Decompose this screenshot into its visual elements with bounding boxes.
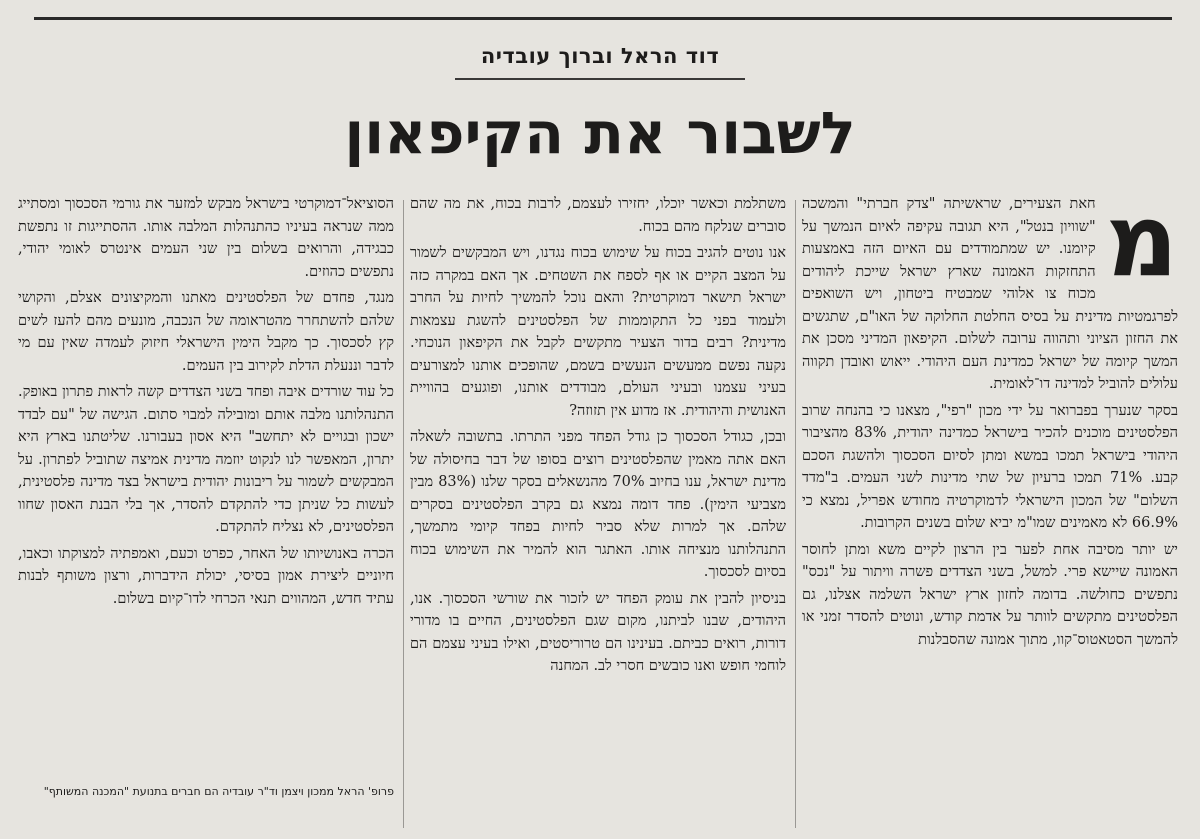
column-divider [403,200,404,828]
paragraph: אנו נוטים להגיב בכוח על שימוש בכוח נגדנו, ויש המבקשים לשמור על המצב הקיים או אף לספח את השטחים. אך האם במקרה כזה ישראל תישאר דמוקרטית? והאם נוכל להמשיך לחיות על החרב ולעמוד בפני כל התקוממות של הפלסטינים להשגת עצמאות מדינית? רבים בדור הצעיר מתקשים לקבל את הקיפאון הנוכחי. נקעה נפשם ממעשים הנעשים בשמם, שהופכים אותנו למצורעים בעיני עצמנו ובעיני העולם, מבודדים אותנו, ופוגעים בהוויית האנושית והיהודית. אז מדוע אין תזוזה? [410,245,786,419]
paragraph: מנגד, פחדם של הפלסטינים מאתנו והמקיצונים אצלם, והקושי שלהם להשתחרר מהטראומה של הנכבה, מונעים מהם להעז לשים קץ לסכסוך. כך מקבל הימין הישראלי חיזוק לעמדה שאין עם מי לדבר וננעלת הדלת לקירוב בין העמים. [18,290,394,374]
paragraph: ובכן, כגודל הסכסוך כן גודל הפחד מפני התרתו. בתשובה לשאלה האם אתה מאמין שהפלסטינים רוצים בסופו של דבר בחיסולה של מדינת ישראל, ענו בחיוב 70% מהנשאלים בסקר שלנו (83% מבין מצביעי הימין). פחד דומה נמצא גם בקרב הפלסטינים בסקרים שלהם. אך למרות שלא סביר לחיות בפחד קיומי מתמשך, התנהלותנו מנציחה אותו. האתגר הוא להמיר את השימוש בכוח בסיום לסכסוך. [410,429,786,580]
column-divider [795,200,796,828]
byline-rule [455,78,745,80]
byline: דוד הראל וברוך עובדיה [480,44,720,68]
column-3 [18,193,394,773]
headline: לשבור את הקיפאון [344,99,856,167]
column-1 [802,193,1178,833]
paragraph: כל עוד שורדים איבה ופחד בשני הצדדים קשה לראות פתרון באופק. התנהלותנו מלבה אותם ומובילה למבוי סתום. הגישה של "עם לבדד ישכון ובגויים לא יתחשב" היא אסון בעבורנו. שליטתנו בארץ היא יתרון, המאפשר לנו לנקוט יוזמה מדינית אמיצה שתוביל לפתרון. על המבקשים לשמור על ריבונות יהודית בישראל בצד מדינה פלסטינית, לעשות כל שניתן כדי להתקדם להסדר, אך בלי הבנת האסון שחוו הפלסטינים, לא נצליח להתקדם. [18,384,394,535]
column-2 [410,193,786,833]
author-footnote: פרופ' הראל ממכון ויצמן וד"ר עובדיה הם חברים בתנועת "המכנה המשותף" [43,785,394,798]
paragraph: בסקר שנערך בפברואר על ידי מכון "רפי", מצאנו כי בהנחה שרוב הפלסטינים מוכנים להכיר בישראל כמדינה יהודית, 83% מהציבור היהודי בישראל תמכו במשא ומתן לסיום הסכסוך ולהשגת הסכם קבע. 71% תמכו ברעיון של שתי מדינות לשני העמים. ב"מדד השלום" של המכון הישראלי לדמוקרטיה מחודש אפריל, נמצא כי 66.9% לא מאמינים שמו"מ יביא שלום בשנים הקרובות. [802,402,1178,531]
dropcap: מ [1105,193,1178,299]
paragraph: חאת הצעירים, שראשיתה "צדק חברתי" והמשכה "שוויון בנטל", היא תגובה עקיפה לאיום הנמשך על קיומנו. יש שמתמודדים עם האיום הזה באמצעות התחזקות האמונה שארץ ישראל שייכת ליהודים מכוח צו אלוהי שמבטיח ביטחון, ויש השואפים לפרגמטיות מדינית על בסיס החלטת החלוקה של האו"ם, שתגשים את החזון הציוני ותהווה ערובה לשלום. הקיפאון המדיני מסכן את המשך קיומה של ישראל כמדינת העם היהודי. ייאוש ואובדן תקווה עלולים להוביל למדינה דו־לאומית. [802,196,1178,392]
paragraph: משתלמת וכאשר יוכלו, יחזירו לעצמם, לרבות בכוח, את מה שהם סוברים שנלקח מהם בכוח. [410,196,786,235]
top-rule [34,17,1172,20]
paragraph: בניסיון להבין את עומק הפחד יש לזכור את שורשי הסכסוך. אנו, היהודים, שבנו לביתנו, מקום שגם הפלסטינים, החיים בו מדורי דורות, רואים כביתם. בעינינו הם טרוריסטים, ואילו בעיני עצמם הם לוחמי חופש ואנו כובשים חסרי לב. המחנה [410,590,786,674]
paragraph: יש יותר מסיבה אחת לפער בין הרצון לקיים משא ומתן לחוסר האמונה שיישא פרי. למשל, בשני הצדדים פשרה וויתור על "נכס" נתפשים כחולשה. בדומה לחזון ארץ ישראל השלמה אצלנו, גם הפלסטינים מתקשים לוותר על אדמת קודש, ונוטים להסדר זמני או להמשך הסטאטוס־קוו, מתוך אמונה שהסבלנות [802,541,1178,648]
paragraph: הכרה באנושיותו של האחר, כפרט וכעם, ואמפתיה למצוקתו וכאבו, חיוניים ליצירת אמון בסיסי, יכולת הידברות, ורצון משותף לבנות עתיד חדש, המהווים תנאי הכרחי לדו־קיום בשלום. [18,545,394,607]
paragraph: הסוציאל־דמוקרטי בישראל מבקש למזער את גורמי הסכסוך ומסתייג ממה שנראה בעיניו כהתנהלות המלבה אותו. ההסתייגות זו נתפשת כבגידה, והרואים בשלום בין שני העמים אינטרס לאומי יהודי, נתפשים כהוזים. [18,196,394,280]
